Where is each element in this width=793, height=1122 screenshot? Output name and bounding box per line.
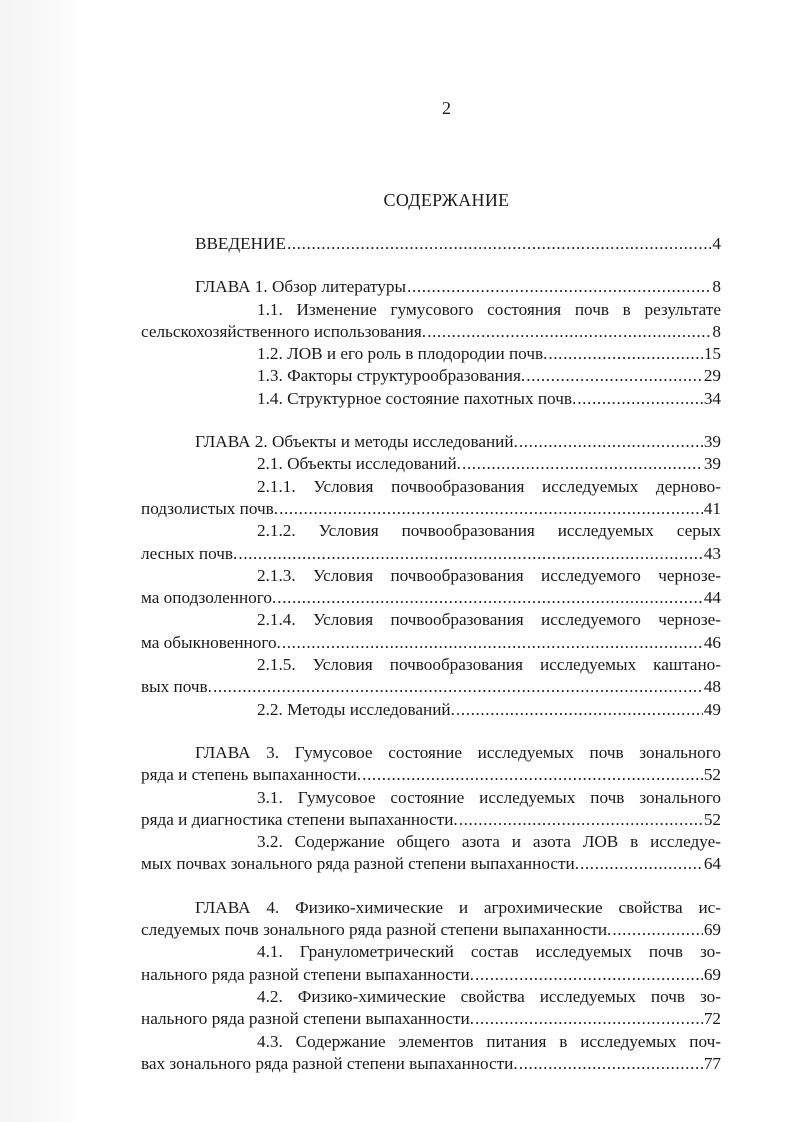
toc-section-entry[interactable]: [141, 520, 721, 565]
dot-leader: [287, 233, 711, 255]
toc-leader-line: [141, 276, 721, 298]
dot-leader: [475, 1008, 703, 1030]
toc-page-number: 41: [703, 498, 721, 518]
toc-page-number: 8: [712, 277, 721, 297]
toc-entry-text: 1.2. ЛОВ и его роль в плодородии почв.: [257, 344, 548, 364]
toc-leader-line: [141, 431, 721, 453]
toc-section-entry[interactable]: [141, 365, 721, 387]
toc-chapter-entry[interactable]: [141, 431, 721, 453]
page-number: 2: [442, 98, 451, 118]
toc-leader-line: [141, 809, 721, 831]
toc-page-number: 48: [703, 677, 721, 697]
toc-group: [141, 431, 721, 721]
toc-leader-line: [141, 699, 721, 721]
toc-page-number: 4: [712, 234, 721, 253]
toc-page-number: 39: [703, 454, 721, 474]
toc-leader-line: [141, 1053, 721, 1075]
toc-group: [141, 742, 721, 876]
toc-group: [141, 897, 721, 1075]
toc-entry-text: нального ряда разной степени выпаханности.: [141, 964, 474, 984]
toc-leader-line: [141, 764, 721, 786]
toc-leader-line: [141, 587, 721, 609]
toc-leader-line: [141, 919, 721, 941]
toc-entry-text: ГЛАВА 1. Обзор литературы: [195, 277, 407, 297]
toc-leader-line: [141, 632, 721, 654]
toc-page-number: 44: [703, 588, 721, 608]
toc-entry-text: 3.1. Гумусовое состояние исследуемых почв зонального: [257, 787, 721, 807]
dot-leader: [407, 276, 711, 298]
toc-section-entry[interactable]: [141, 453, 721, 475]
toc-page-number: 52: [703, 809, 721, 829]
toc-page-number: 52: [703, 765, 721, 785]
toc-entry-text: ряда и степень выпаханности.: [141, 765, 362, 785]
toc-leader-line: [141, 388, 721, 410]
toc-page-number: 43: [703, 543, 721, 563]
toc-entry-text: 1.4. Структурное состояние пахотных почв.: [257, 388, 577, 408]
toc-chapter-entry[interactable]: [141, 742, 721, 787]
toc-entry-text: 2.1.3. Условия почвообразования исследуемого чернозе-: [257, 565, 721, 585]
toc-section-entry[interactable]: [141, 941, 721, 986]
toc-page-number: 64: [703, 854, 721, 874]
toc-group: [141, 276, 721, 410]
dot-leader: [427, 321, 711, 343]
dot-leader: [519, 431, 703, 453]
toc-chapter-entry[interactable]: [141, 233, 721, 255]
dot-leader: [577, 388, 703, 410]
toc-entry-text: лесных почв.: [141, 543, 238, 563]
toc-leader-line: [141, 453, 721, 475]
toc-section-entry[interactable]: [141, 1031, 721, 1076]
table-of-contents: [141, 233, 721, 1096]
toc-section-entry[interactable]: [141, 699, 721, 721]
toc-section-entry[interactable]: [141, 476, 721, 521]
dot-leader: [282, 632, 703, 654]
toc-entry-text: ГЛАВА 4. Физико-химические и агрохимические свойства ис-: [195, 897, 721, 917]
toc-page-number: 39: [703, 432, 721, 452]
scan-page-edge: [0, 0, 78, 1122]
dot-leader: [279, 498, 703, 520]
toc-page-number: 15: [703, 344, 721, 364]
toc-section-entry[interactable]: [141, 299, 721, 344]
toc-entry-text: 2.1.4. Условия почвообразования исследуемого чернозе-: [257, 610, 721, 630]
toc-page-number: 34: [703, 388, 721, 408]
toc-entry-text: 2.1.5. Условия почвообразования исследуемых каштано-: [257, 655, 721, 675]
toc-entry-text: мых почвах зонального ряда разной степени выпаханности.: [141, 854, 579, 874]
dot-leader: [277, 587, 703, 609]
toc-entry-text: подзолистых почв.: [141, 498, 279, 518]
toc-chapter-entry[interactable]: [141, 897, 721, 942]
toc-section-entry[interactable]: [141, 831, 721, 876]
toc-entry-text: вых почв.: [141, 677, 212, 697]
toc-page-number: 72: [703, 1009, 721, 1029]
toc-entry-text: ма оподзоленного.: [141, 588, 277, 608]
toc-page-number: 69: [703, 920, 721, 940]
toc-section-entry[interactable]: [141, 654, 721, 699]
toc-section-entry[interactable]: [141, 986, 721, 1031]
toc-leader-line: [141, 676, 721, 698]
dot-leader: [519, 1053, 703, 1075]
dot-leader: [580, 853, 703, 875]
toc-entry-text: нального ряда разной степени выпаханности.: [141, 1009, 474, 1029]
toc-title: СОДЕРЖАНИЕ: [383, 190, 510, 210]
dot-leader: [548, 343, 702, 365]
toc-leader-line: [141, 543, 721, 565]
toc-leader-line: [141, 321, 721, 343]
toc-entry-text: 1.1. Изменение гумусового состояния почв в результате: [257, 299, 721, 319]
toc-entry-text: 4.3. Содержание элементов питания в исследуемых поч-: [257, 1031, 721, 1051]
toc-entry-text: ГЛАВА 2. Объекты и методы исследований.: [195, 432, 518, 452]
toc-section-entry[interactable]: [141, 343, 721, 365]
toc-entry-text: ВВЕДЕНИЕ: [195, 234, 286, 253]
dot-leader: [362, 764, 703, 786]
toc-entry-text: сельскохозяйственного использования.: [141, 321, 427, 341]
dot-leader: [213, 676, 703, 698]
toc-leader-line: [141, 498, 721, 520]
toc-leader-line: [141, 365, 721, 387]
toc-entry-text: 2.2. Методы исследований.: [257, 699, 455, 719]
toc-section-entry[interactable]: [141, 388, 721, 410]
dot-leader: [475, 964, 703, 986]
toc-entry-text: 1.3. Факторы структурообразования.: [257, 366, 526, 386]
dot-leader: [612, 919, 702, 941]
toc-entry-text: 2.1.2. Условия почвообразования исследуемых серых: [257, 521, 721, 541]
toc-leader-line: [141, 233, 721, 255]
toc-entry-text: 3.2. Содержание общего азота и азота ЛОВ в исследуе-: [257, 832, 721, 852]
toc-page-number: 8: [712, 321, 721, 341]
toc-section-entry[interactable]: [141, 787, 721, 832]
toc-leader-line: [141, 343, 721, 365]
toc-entry-text: 2.1.1. Условия почвообразования исследуемых дерново-: [257, 476, 721, 496]
toc-page-number: 29: [703, 366, 721, 386]
toc-entry-text: вах зонального ряда разной степени выпаханности.: [141, 1053, 518, 1073]
toc-entry-text: ряда и диагностика степени выпаханности.: [141, 809, 458, 829]
toc-leader-line: [141, 964, 721, 986]
toc-entry-text: 4.1. Гранулометрический состав исследуемых почв зо-: [257, 942, 721, 962]
dot-leader: [456, 699, 703, 721]
dot-leader: [459, 809, 703, 831]
toc-group: [141, 233, 721, 255]
toc-page-number: 49: [703, 699, 721, 719]
toc-entry-text: 4.2. Физико-химические свойства исследуемых почв зо-: [257, 986, 721, 1006]
toc-entry-text: 2.1. Объекты исследований.: [257, 454, 461, 474]
toc-page-number: 77: [703, 1053, 721, 1073]
toc-chapter-entry[interactable]: [141, 276, 721, 298]
toc-leader-line: [141, 853, 721, 875]
toc-entry-text: ГЛАВА 3. Гумусовое состояние исследуемых почв зонального: [195, 742, 721, 762]
dot-leader: [462, 453, 703, 475]
toc-section-entry[interactable]: [141, 609, 721, 654]
toc-entry-text: ма обыкновенного.: [141, 632, 281, 652]
dot-leader: [238, 543, 703, 565]
toc-section-entry[interactable]: [141, 565, 721, 610]
toc-page-number: 46: [703, 632, 721, 652]
toc-page-number: 69: [703, 964, 721, 984]
dot-leader: [526, 365, 703, 387]
toc-entry-text: следуемых почв зонального ряда разной степени выпаханности.: [141, 920, 612, 940]
toc-leader-line: [141, 1008, 721, 1030]
